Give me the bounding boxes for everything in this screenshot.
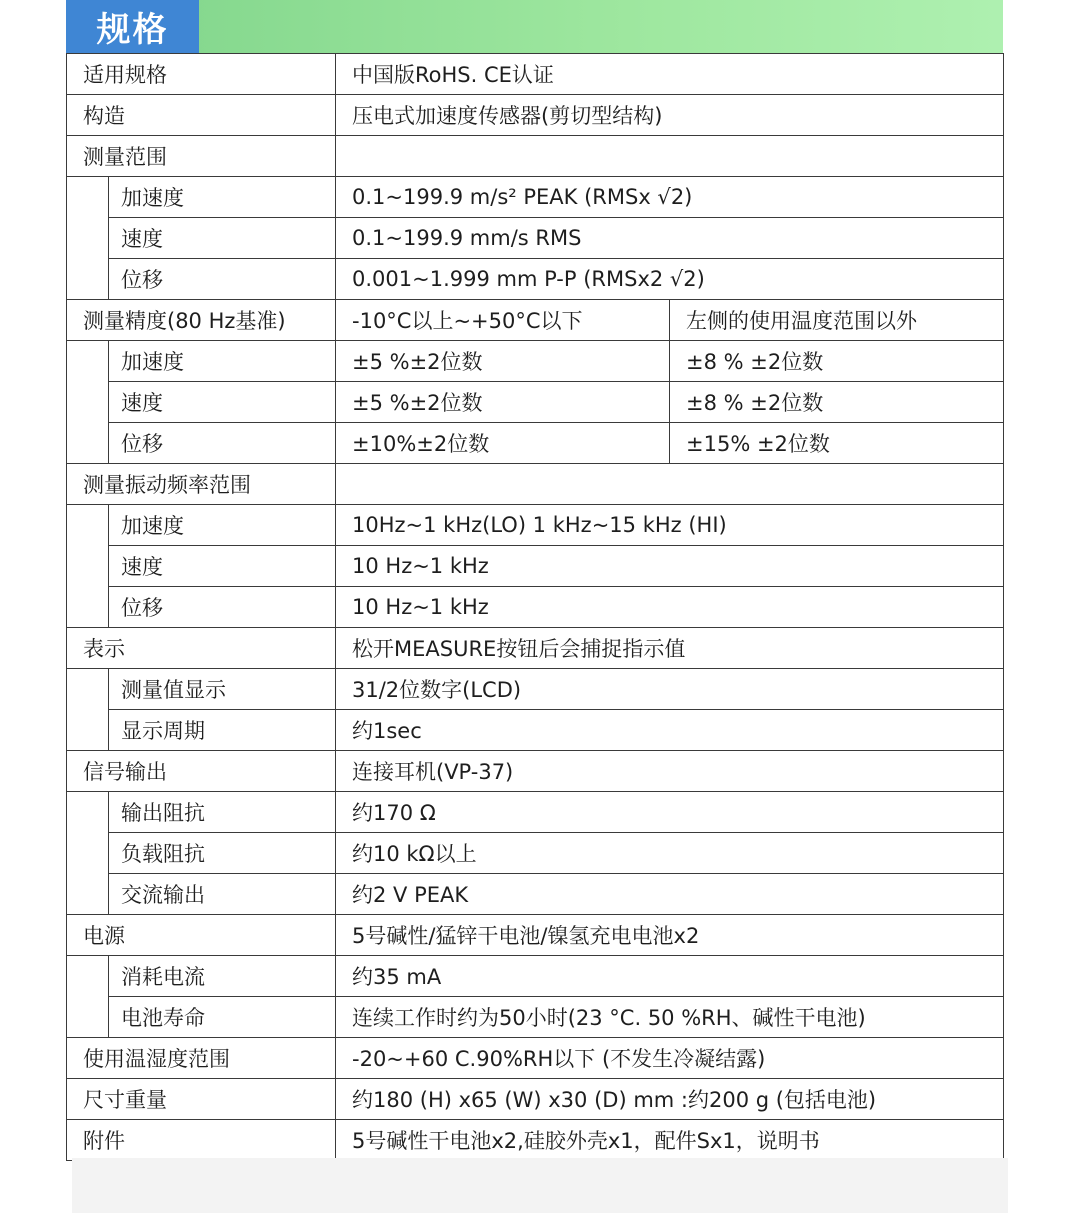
spec-row (67, 833, 1004, 874)
spec-value: 连续工作时约为50小时(23 °C. 50 %RH、碱性干电池) (336, 997, 1004, 1038)
spec-row (67, 423, 1004, 464)
spec-sub-label: 负载阻抗 (109, 833, 336, 874)
spec-value: ±5 %±2位数 (336, 382, 670, 423)
spec-row (67, 997, 1004, 1038)
spec-sub-label: 加速度 (109, 341, 336, 382)
spec-value: 10 Hz~1 kHz (336, 587, 1004, 628)
spec-row (67, 915, 1004, 956)
spec-value: 连接耳机(VP-37) (336, 751, 1004, 792)
spec-label: 使用温湿度范围 (67, 1038, 336, 1079)
spec-row (67, 1079, 1004, 1120)
spec-label: 尺寸重量 (67, 1079, 336, 1120)
spec-value-secondary: ±8 % ±2位数 (670, 382, 1004, 423)
spec-value: 中国版RoHS. CE认证 (336, 54, 1004, 95)
indent-cell (67, 997, 109, 1038)
spec-row (67, 136, 1004, 177)
spec-value: ±5 %±2位数 (336, 341, 670, 382)
spec-value: ±10%±2位数 (336, 423, 670, 464)
spec-label: 表示 (67, 628, 336, 669)
spec-row (67, 382, 1004, 423)
spec-value: 约180 (H) x65 (W) x30 (D) mm :约200 g (包括电池) (336, 1079, 1004, 1120)
indent-cell (67, 792, 109, 833)
spec-row (67, 792, 1004, 833)
spec-value: 约170 Ω (336, 792, 1004, 833)
spec-value-secondary: 左侧的使用温度范围以外 (670, 300, 1004, 341)
spec-value (336, 136, 1004, 177)
spec-row (67, 628, 1004, 669)
spec-label: 信号输出 (67, 751, 336, 792)
spec-value: -10°C以上~+50°C以下 (336, 300, 670, 341)
spec-value: 松开MEASURE按钮后会捕捉指示值 (336, 628, 1004, 669)
spec-row (67, 464, 1004, 505)
spec-label: 电源 (67, 915, 336, 956)
spec-sub-label: 测量值显示 (109, 669, 336, 710)
spec-value-secondary: ±15% ±2位数 (670, 423, 1004, 464)
spec-row (67, 587, 1004, 628)
indent-cell (67, 833, 109, 874)
indent-cell (67, 218, 109, 259)
spec-value: -20~+60 C.90%RH以下 (不发生冷凝结露) (336, 1038, 1004, 1079)
spec-value: 压电式加速度传感器(剪切型结构) (336, 95, 1004, 136)
indent-cell (67, 874, 109, 915)
spec-table (66, 53, 1004, 1161)
spec-row (67, 1038, 1004, 1079)
spec-sub-label: 加速度 (109, 177, 336, 218)
indent-cell (67, 546, 109, 587)
indent-cell (67, 956, 109, 997)
spec-sub-label: 位移 (109, 259, 336, 300)
spec-row (67, 218, 1004, 259)
spec-sub-label: 显示周期 (109, 710, 336, 751)
spec-value: 10Hz~1 kHz(LO) 1 kHz~15 kHz (HI) (336, 505, 1004, 546)
indent-cell (67, 423, 109, 464)
spec-row (67, 751, 1004, 792)
spec-row (67, 54, 1004, 95)
spec-sub-label: 消耗电流 (109, 956, 336, 997)
header-bar (66, 0, 1003, 53)
spec-label: 测量范围 (67, 136, 336, 177)
indent-cell (67, 587, 109, 628)
spec-row (67, 505, 1004, 546)
spec-value: 约10 kΩ以上 (336, 833, 1004, 874)
spec-sub-label: 速度 (109, 382, 336, 423)
spec-table-body (67, 54, 1004, 1161)
section-title: 规格 (66, 0, 199, 53)
spec-sub-label: 速度 (109, 218, 336, 259)
spec-value: 10 Hz~1 kHz (336, 546, 1004, 587)
spec-value: 0.1~199.9 m/s² PEAK (RMSx √2) (336, 177, 1004, 218)
spec-value: 31/2位数字(LCD) (336, 669, 1004, 710)
indent-cell (67, 382, 109, 423)
indent-cell (67, 341, 109, 382)
spec-value: 5号碱性干电池x2,硅胶外壳x1，配件Sx1，说明书 (336, 1120, 1004, 1161)
spec-value: 约1sec (336, 710, 1004, 751)
spec-row (67, 874, 1004, 915)
spec-row (67, 669, 1004, 710)
spec-sub-label: 加速度 (109, 505, 336, 546)
spec-label: 测量振动频率范围 (67, 464, 336, 505)
spec-label: 适用规格 (67, 54, 336, 95)
spec-value (336, 464, 1004, 505)
spec-value: 约35 mA (336, 956, 1004, 997)
spec-row (67, 341, 1004, 382)
spec-sub-label: 位移 (109, 587, 336, 628)
spec-sub-label: 位移 (109, 423, 336, 464)
indent-cell (67, 177, 109, 218)
spec-sub-label: 交流输出 (109, 874, 336, 915)
spec-value-secondary: ±8 % ±2位数 (670, 341, 1004, 382)
spec-row (67, 956, 1004, 997)
indent-cell (67, 259, 109, 300)
spec-row (67, 95, 1004, 136)
spec-label: 附件 (67, 1120, 336, 1161)
spec-label: 测量精度(80 Hz基准) (67, 300, 336, 341)
spec-label: 构造 (67, 95, 336, 136)
spec-value: 0.1~199.9 mm/s RMS (336, 218, 1004, 259)
spec-row (67, 177, 1004, 218)
indent-cell (67, 505, 109, 546)
spec-sub-label: 输出阻抗 (109, 792, 336, 833)
spec-row (67, 546, 1004, 587)
spec-value: 约2 V PEAK (336, 874, 1004, 915)
spec-value: 5号碱性/猛锌干电池/镍氢充电电池x2 (336, 915, 1004, 956)
spec-row (67, 259, 1004, 300)
spec-sub-label: 速度 (109, 546, 336, 587)
spec-row (67, 710, 1004, 751)
spec-sub-label: 电池寿命 (109, 997, 336, 1038)
indent-cell (67, 710, 109, 751)
indent-cell (67, 669, 109, 710)
spec-row (67, 300, 1004, 341)
spec-row (67, 1120, 1004, 1161)
footer-strip (72, 1158, 1008, 1213)
spec-value: 0.001~1.999 mm P-P (RMSx2 √2) (336, 259, 1004, 300)
